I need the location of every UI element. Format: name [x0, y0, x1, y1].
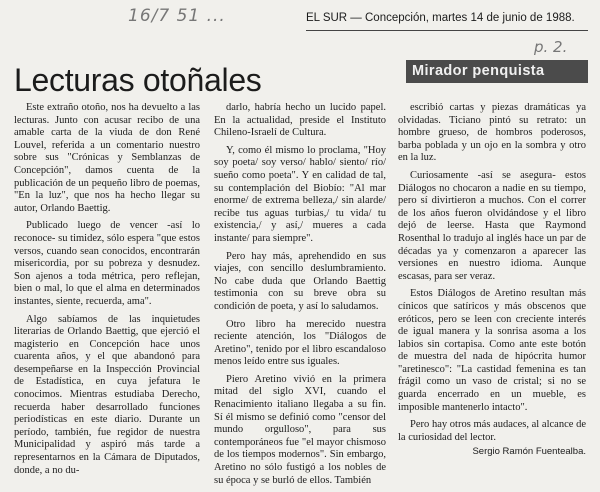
paragraph: Y, como él mismo lo proclama, "Hoy soy poeta/ soy verso/ hablo/ siento/ río/ sueño como poeta". Y en calidad de tal, su contemplación del Biobío: "Al mar enorme/ de extrema belleza,/ sin alarde/ recibe tus aguas turbias,/ tu vida/ tu existencia,/ y así,/ mueres a cada instante/ para siempre". — [214, 144, 386, 244]
paragraph: Estos Diálogos de Aretino resultan más cínicos que satíricos y más obscenos que eróticos, pero se leen con creciente interés de igual manera y la sonrisa asoma a los labios sin cortapisa. Como ante este botón de muestra del nada de hipócrita humor "aretinesco": "La castidad femenina es tan frágil como un vaso de cristal; si no se guarda encerrado en un mueble, es imposible mantenerlo intacto". — [398, 288, 586, 413]
paragraph: Curiosamente -así se asegura- estos Diálogos no chocaron a nadie en su tiempo, pero sí divirtieron a muchos. Con el correr de los años fueron olvidándose y el libro dejó de leerse. Hasta que Raymond Rosenthal lo tradujo al inglés hace un par de décadas ya y comenzaron a aparecer las versiones en nuestro idioma. Aunque escasas, para ser veraz. — [398, 169, 586, 282]
paragraph: Publicado luego de vencer -así lo reconoce- su timidez, sólo espera "que estos versos, cuando sean conocidos, encontrarán misericordia, por su pobreza y desnudez. Son ajenos a toda métrica, pero reflejan, bien o mal, lo que el alma en determinados instantes, siente, recuerda, ama". — [14, 220, 200, 307]
paragraph: Otro libro ha merecido nuestra reciente atención, los "Diálogos de Aretino", tenido por el libro escandaloso menos leído entre sus iguales. — [214, 318, 386, 368]
headline: Lecturas otoñales — [14, 62, 262, 98]
section-label: Mirador penquista — [406, 60, 588, 83]
article-column-3 — [398, 102, 586, 449]
masthead: EL SUR — Concepción, martes 14 de junio de 1988. — [306, 12, 575, 24]
byline: Sergio Ramón Fuentealba. — [472, 446, 586, 457]
article-column-2 — [214, 102, 386, 492]
paragraph: escribió cartas y piezas dramáticas ya olvidadas. Ticiano pintó su retrato: un hombre grueso, de hombros poderosos, barba poblada y un ojo en la sombra y otro en la luz. — [398, 102, 586, 164]
paragraph: darlo, habría hecho un lucido papel. En la actualidad, preside el Instituto Chileno-Israelí de Cultura. — [214, 102, 386, 139]
paragraph: Algo sabíamos de las inquietudes literarias de Orlando Baettig, que ejerció el magisterio en Concepción hace unos cuarenta años, y el que abandonó para desempeñarse en la Inspección Provincial de Estadística, en cuya jefatura le conocimos. Mientras estudiaba Derecho, recuerda haber desarrollado funciones periodísticas en este diario. Durante un período, también, fue regidor de nuestra Municipalidad y aspiró más tarde a representarnos en la Cámara de Diputados, donde, a no du- — [14, 313, 200, 476]
paragraph: Pero hay más, aprehendido en sus viajes, con sencillo deslumbramiento. No cabe duda que Orlando Baettig testimonia con su breve obra su condición de poeta, y así lo saludamos. — [214, 250, 386, 312]
masthead-rule — [306, 30, 588, 31]
handwritten-page-note: p. 2. — [534, 38, 568, 56]
paragraph: Piero Aretino vivió en la primera mitad del siglo XVI, cuando el Renacimiento italiano llegaba a su fin. Sí él mismo se definió como "censor del mundo orgulloso", para sus contemporáneos fue "el mayor chismoso de los tiempos modernos". Sin embargo, Aretino no sólo fustigó a los nobles de su época y se burló de ellos. También — [214, 373, 386, 486]
paragraph: Este extraño otoño, nos ha devuelto a las lecturas. Junto con acusar recibo de una amable carta de la viuda de don René Louvel, referida a un comentario nuestro sobre sus "Crónicas y Semblanzas de Concepción", damos cuenta de la publicación de un pequeño libro de poemas, "En la luz", que nos ha hecho llegar su autor, Orlando Baettig. — [14, 102, 200, 214]
handwritten-date-note: 16/7 51 ... — [128, 6, 226, 26]
article-column-1 — [14, 102, 200, 482]
paragraph: Pero hay otros más audaces, al alcance de la curiosidad del lector. — [398, 419, 586, 443]
